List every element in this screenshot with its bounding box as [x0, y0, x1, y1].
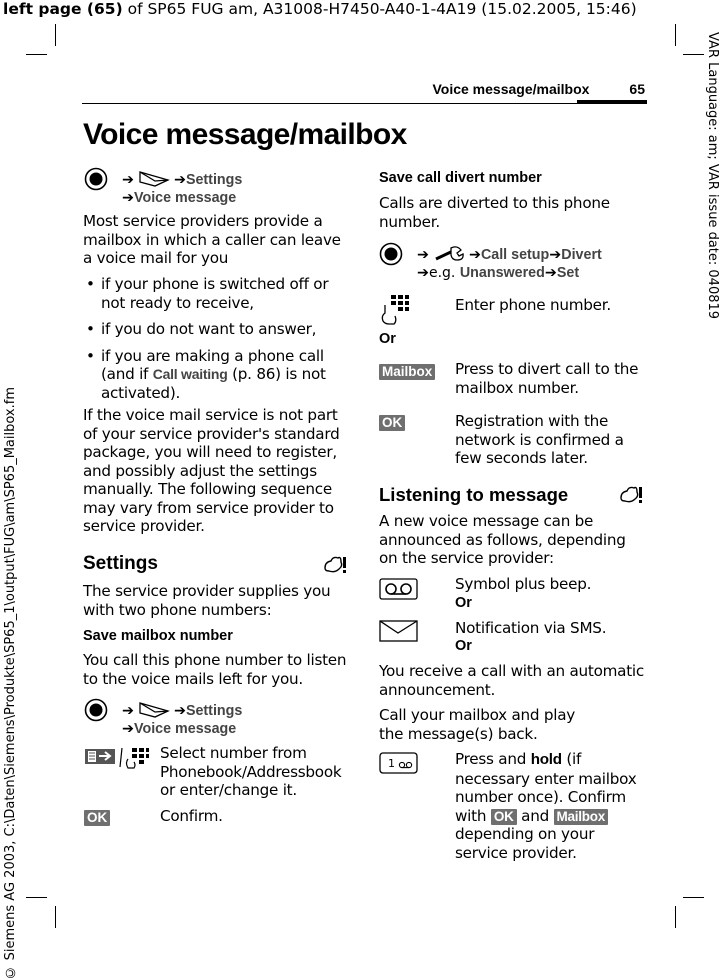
- provider-dependent-icon: [618, 484, 644, 506]
- save-mailbox-text: You call this phone number to listen to the voice mails left for you.: [83, 651, 347, 688]
- svg-text:1: 1: [388, 757, 395, 770]
- mailbox-divert-text: Press to divert call to the mailbox number.: [455, 360, 639, 397]
- conditions-list: [83, 275, 351, 402]
- ok-softkey-icon: [379, 412, 405, 431]
- menu-item-settings: Settings: [185, 703, 243, 719]
- registration-paragraph: If the voice mail service is not part of your service provider's standard package, you will need to register, and possibly adjust the settings manually. The following sequence may vary from service provider to service provider.: [83, 406, 340, 535]
- mailbox-softkey-icon: [379, 361, 435, 380]
- confirm-text: Confirm.: [160, 807, 223, 825]
- page-number-rule: [577, 100, 647, 104]
- navigation-key-icon: [84, 698, 108, 722]
- print-header: [3, 0, 637, 18]
- call-mailbox-text: Call your mailbox and play the message(s) back.: [379, 706, 576, 743]
- wrench-icon: [433, 245, 465, 263]
- or-label: Or: [455, 595, 472, 611]
- page-title: Voice message/mailbox: [83, 118, 407, 151]
- ok-softkey-label: OK: [84, 810, 110, 826]
- ok-softkey-label: OK: [379, 415, 405, 431]
- header-rule: [82, 103, 647, 104]
- select-number-text: Select number from Phonebook/Addressbook or enter/change it.: [160, 744, 342, 799]
- menu-item-call-setup: Call setup: [480, 247, 550, 263]
- divert-text: Calls are diverted to this phone number.: [379, 194, 610, 231]
- press-hold-instruction: Press and hold (if necessary enter mailbox number once). Confirm with OK and Mailbox depending on your service provider.: [455, 750, 637, 862]
- header-page-ref: left page (65): [3, 0, 123, 18]
- provider-dependent-icon: [322, 554, 348, 576]
- menu-item-settings: Settings: [185, 172, 243, 188]
- phonebook-or-keypad-icons: [84, 746, 150, 776]
- key-1-icon: [379, 752, 419, 776]
- sms-notification-text: Notification via SMS.: [455, 619, 607, 637]
- intro-paragraph: Most service providers provide a mailbox in which a caller can leave a voice mail for you: [83, 212, 341, 267]
- menu-item-voice-message: Voice message: [133, 190, 237, 206]
- listening-text: A new voice message can be announced as follows, depending on the service provider:: [379, 512, 626, 567]
- envelope-icon: [138, 701, 170, 719]
- ok-softkey-label: OK: [491, 809, 517, 825]
- navigation-key-icon: [84, 167, 108, 191]
- mailbox-softkey-label: Mailbox: [554, 809, 609, 825]
- call-waiting-menu-ref: Call waiting: [152, 366, 228, 382]
- running-head-title: Voice message/mailbox: [432, 81, 590, 97]
- keypad-icon: [379, 293, 411, 327]
- or-label: Or: [455, 638, 472, 654]
- copyright-path: © Siemens AG 2003, C:\Daten\Siemens\Produkte\SP65_1\output\FUG\am\SP65_Mailbox.fm: [3, 387, 18, 980]
- menu-path-divert: ➔ ➔Call setup➔Divert ➔e.g. Unanswered➔Set: [417, 247, 602, 281]
- settings-text: The service provider supplies you with two phone numbers:: [83, 582, 331, 619]
- divert-heading: Save call divert number: [379, 170, 542, 186]
- or-label: Or: [379, 331, 396, 347]
- navigation-key-icon: [379, 242, 403, 266]
- symbol-beep-text: Symbol plus beep.: [455, 575, 592, 593]
- language-info: VAR Language: am; VAR issue date: 040819: [705, 32, 720, 320]
- automatic-call-text: You receive a call with an automatic announcement.: [379, 662, 645, 699]
- registration-text: Registration with the network is confirmed a few seconds later.: [455, 412, 624, 467]
- list-item: • if you do not want to answer,: [86, 320, 317, 338]
- example-prefix: e.g.: [428, 265, 460, 281]
- listening-heading: Listening to message: [379, 484, 569, 505]
- settings-heading: Settings: [83, 553, 158, 574]
- header-document-info: of SP65 FUG am, A31008-H7450-A40-1-4A19 (15.02.2005, 15:46): [122, 0, 637, 18]
- list-item: • if you are making a phone call (and if Call waiting (p. 86) is not activated).: [86, 346, 326, 402]
- phonebook-keypad-icon: [84, 746, 150, 772]
- running-head: [432, 81, 645, 97]
- voicemail-symbol-icon: [379, 578, 419, 602]
- mailbox-softkey-label: Mailbox: [379, 364, 435, 380]
- envelope-icon: [138, 170, 170, 188]
- ok-softkey-icon: [84, 807, 110, 826]
- menu-path-voice-message: ➔ ➔Settings ➔Voice message: [122, 172, 243, 206]
- menu-item-unanswered: Unanswered: [459, 265, 545, 281]
- menu-item-set: Set: [556, 265, 580, 281]
- sms-envelope-icon: [379, 620, 419, 644]
- menu-path-voice-message-2: ➔ ➔Settings ➔Voice message: [122, 703, 243, 737]
- menu-item-divert: Divert: [561, 247, 602, 263]
- menu-item-voice-message: Voice message: [133, 721, 237, 737]
- list-item: • if your phone is switched off or not ready to receive,: [86, 275, 329, 312]
- enter-number-text: Enter phone number.: [455, 296, 611, 314]
- save-mailbox-heading: Save mailbox number: [83, 628, 233, 644]
- hold-keyword: hold: [530, 751, 562, 768]
- page-number: 65: [629, 81, 645, 97]
